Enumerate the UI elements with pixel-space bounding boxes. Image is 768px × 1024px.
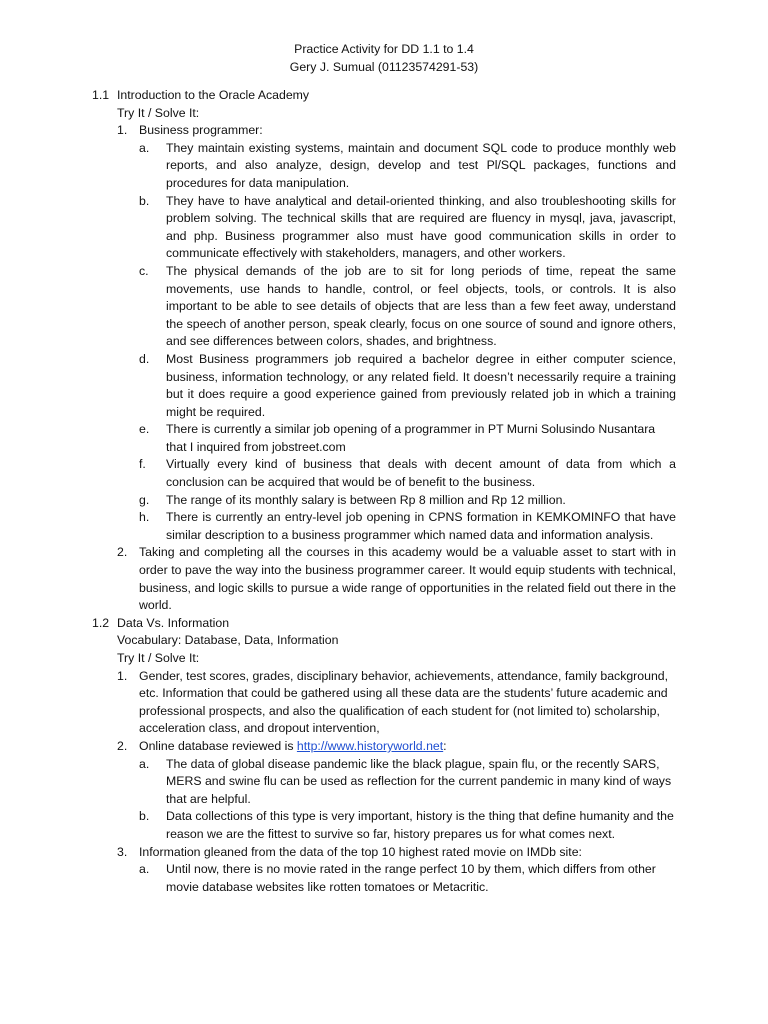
item-text: There is currently an entry-level job opening in CPNS formation in KEMKOMINFO that have similar description to a business programmer which named data and information analysis. xyxy=(166,510,676,542)
answer-list xyxy=(139,861,676,896)
item-text: The data of global disease pandemic like the black plague, spain flu, or the recently SARS, MERS and swine flu can be used as reflection for the current pandemic in many kind of ways that are helpful. xyxy=(166,756,672,806)
item-text: The physical demands of the job are to sit for long periods of time, repeat the same movements, use hands to handle, control, or feel objects, tools, or controls. It is also important to be able to see details of objects that are less than a few feet away, understand the speech of another person, speak clearly, focus on one source of sound and ignore others, and see differences between colors, shades, and brightness. xyxy=(166,263,676,349)
item-label: b. xyxy=(139,809,150,824)
item-text: They have to have analytical and detail-oriented thinking, and also troubleshooting skills for problem solving. The technical skills that are required are fluency in mysql, java, javascript, and php. Business programmer also must have good communication skills in order to communicate effectively with stakeholders, managers, and other workers. xyxy=(166,193,676,261)
question-list xyxy=(117,122,676,615)
question-item xyxy=(117,844,676,897)
answer-list xyxy=(139,140,676,545)
item-label: f. xyxy=(139,457,146,472)
question-suffix: : xyxy=(443,738,447,753)
item-text: Until now, there is no movie rated in the range perfect 10 by them, which differs from other movie database websites like rotten tomatoes or Metacritic. xyxy=(166,862,656,894)
question-item xyxy=(117,738,676,844)
document-body xyxy=(92,87,676,896)
item-label: b. xyxy=(139,193,150,208)
item-text: There is currently a similar job opening of a programmer in PT Murni Solusindo Nusantara that I inquired from jobstreet.com xyxy=(166,422,656,454)
document-header xyxy=(0,41,768,76)
answer-list xyxy=(139,756,676,844)
section-title: Introduction to the Oracle Academy xyxy=(117,88,310,102)
question-answer: Gender, test scores, grades, disciplinary behavior, achievements, attendance, family background, etc. Information that could be gathered using all these data are the students’ future academic and professional prospects, and also the qualification of each student for (not limited to) scholarship, acceleration class, and dropout intervention, xyxy=(139,668,669,736)
item-label: g. xyxy=(139,492,150,507)
question-number: 1. xyxy=(117,668,128,683)
question-number: 2. xyxy=(117,545,128,560)
question-title: Business programmer: xyxy=(139,123,263,138)
list-item xyxy=(139,263,676,351)
try-it-label: Try It / Solve It: xyxy=(117,105,200,120)
question-item xyxy=(117,122,676,544)
list-item xyxy=(139,756,676,809)
item-label: d. xyxy=(139,351,150,366)
list-item xyxy=(139,492,676,510)
section-number: 1.1 xyxy=(92,88,110,102)
question-title xyxy=(139,738,676,756)
item-label: h. xyxy=(139,510,150,525)
list-item xyxy=(139,808,676,843)
question-number: 3. xyxy=(117,844,128,859)
question-item xyxy=(117,668,676,738)
document-title: Practice Activity for DD 1.1 to 1.4 xyxy=(294,42,474,56)
section-heading-1-1 xyxy=(92,87,676,105)
list-item xyxy=(139,861,676,896)
list-item xyxy=(139,140,676,193)
item-label: a. xyxy=(139,140,150,155)
historyworld-link[interactable]: http://www.historyworld.net xyxy=(296,738,444,753)
item-text: Most Business programmers job required a bachelor degree in either computer science, business, information technology, or any related field. It doesn’t necessarily require a training but it does require a good experience gained from previously related job in which a training might be required. xyxy=(166,351,676,419)
list-item xyxy=(139,421,676,456)
item-text: Data collections of this type is very important, history is the thing that define humanity and the reason we are the fittest to survive so far, history prepares us for what comes next. xyxy=(166,809,674,841)
question-number: 1. xyxy=(117,123,128,138)
list-item xyxy=(139,351,676,421)
item-text: The range of its monthly salary is between Rp 8 million and Rp 12 million. xyxy=(166,492,566,507)
try-it-label: Try It / Solve It: xyxy=(117,651,200,665)
item-label: e. xyxy=(139,422,150,437)
section-number: 1.2 xyxy=(92,615,110,630)
section-heading-1-2 xyxy=(92,615,676,633)
list-item xyxy=(139,456,676,491)
item-label: c. xyxy=(139,263,149,278)
item-label: a. xyxy=(139,756,150,771)
question-title: Information gleaned from the data of the top 10 highest rated movie on IMDb site: xyxy=(139,844,582,859)
question-number: 2. xyxy=(117,738,128,753)
item-label: a. xyxy=(139,862,150,877)
document-author: Gery J. Sumual (01123574291-53) xyxy=(289,59,479,74)
section-title: Data Vs. Information xyxy=(117,615,230,630)
list-item xyxy=(139,509,676,544)
item-text: Virtually every kind of business that deals with decent amount of data from which a conclusion can be acquired that would be of benefit to the business. xyxy=(166,457,676,490)
question-list xyxy=(117,668,676,897)
question-answer: Taking and completing all the courses in this academy would be a valuable asset to start with in order to pave the way into the business programmer career. It would equip students with technical, business, and logic skills to pursue a wide range of opportunities in the related field out there in the world. xyxy=(139,545,676,613)
list-item xyxy=(139,193,676,263)
item-text: They maintain existing systems, maintain and document SQL code to produce monthly web reports, and also analyze, design, develop and test Pl/SQL packages, functions and procedures for data manipulation. xyxy=(166,140,676,190)
vocabulary-line: Vocabulary: Database, Data, Information xyxy=(117,633,339,648)
question-item xyxy=(117,544,676,614)
question-prefix: Online database reviewed is xyxy=(139,738,297,753)
